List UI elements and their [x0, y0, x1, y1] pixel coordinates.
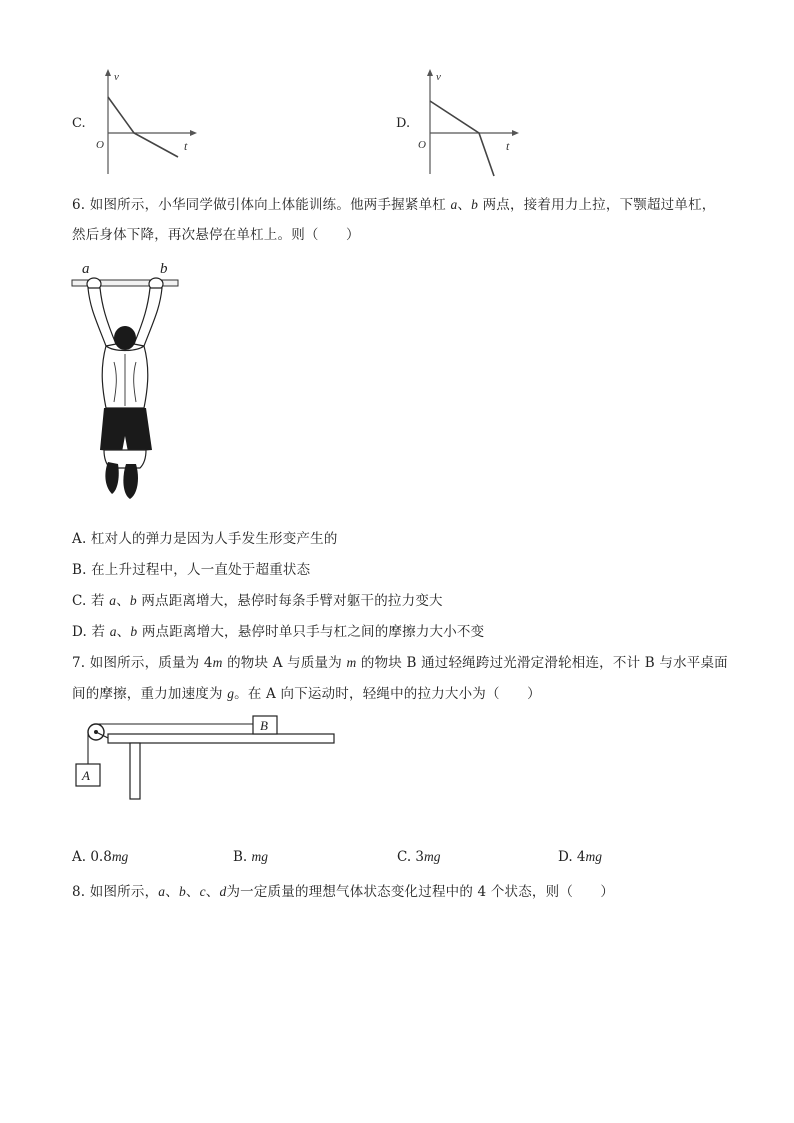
graph-c: [90, 66, 200, 178]
q7-stem-line1: 7. 如图所示，质量为 4m 的物块 A 与质量为 m 的物块 B 通过轻绳跨过光滑定滑轮相连，不计 B 与水平桌面: [72, 655, 728, 671]
left-arm: [88, 288, 116, 346]
q7-stem-line2: 间的摩擦，重力加速度为 g。在 A 向下运动时，轻绳中的拉力大小为（ ）: [72, 686, 541, 702]
pull-up-figure: [70, 258, 185, 503]
q6-stem-line1: 6. 如图所示，小华同学做引体向上体能训练。他两手握紧单杠 a、b 两点，接着用力上拉，下颚超过单杠，: [72, 197, 716, 213]
block-a-label: A: [82, 768, 90, 783]
head: [114, 326, 136, 350]
graph-c-curve: [108, 97, 178, 157]
q6-stem-line2: 然后身体下降，再次悬停在单杠上。则（ ）: [72, 227, 360, 243]
graph-d-x-arrow: [512, 130, 519, 136]
q6-option-a: A. 杠对人的弹力是因为人手发生形变产生的: [72, 531, 338, 547]
graph-d-origin-label: O: [418, 139, 426, 151]
q7-option-a: A. 0.8mg: [72, 849, 129, 865]
q7-option-b: B. mg: [233, 849, 269, 865]
bar-label-a: a: [82, 261, 90, 277]
bar-label-b: b: [160, 261, 168, 277]
q7-option-d: D. 4mg: [558, 849, 603, 865]
graph-d-t-label: t: [506, 139, 510, 153]
table-top: [108, 734, 334, 743]
block-b-label: B: [260, 718, 268, 733]
graph-c-origin-label: O: [96, 139, 104, 151]
graph-d-y-arrow: [427, 69, 433, 76]
graph-c-v-label: v: [114, 71, 119, 83]
option-d-label: D.: [396, 116, 411, 131]
right-shoe: [123, 464, 138, 499]
graph-d: [412, 66, 522, 178]
shorts: [100, 408, 152, 452]
left-shoe: [105, 462, 118, 494]
graph-c-y-arrow: [105, 69, 111, 76]
q8-stem: 8. 如图所示，a、b、c、d为一定质量的理想气体状态变化过程中的 4 个状态，则（ ）: [72, 884, 615, 900]
pulley-figure: [72, 712, 342, 807]
graph-c-x-arrow: [190, 130, 197, 136]
option-c-label: C.: [72, 116, 86, 131]
graph-d-v-label: v: [436, 71, 441, 83]
q6-option-d: D. 若 a、b 两点距离增大，悬停时单只手与杠之间的摩擦力大小不变: [72, 624, 485, 640]
q7-option-c: C. 3mg: [397, 849, 441, 865]
graph-c-t-label: t: [184, 139, 188, 153]
q6-option-b: B. 在上升过程中，人一直处于超重状态: [72, 562, 311, 578]
graph-d-curve: [430, 101, 494, 176]
q6-option-c: C. 若 a、b 两点距离增大，悬停时每条手臂对躯干的拉力变大: [72, 593, 443, 609]
right-arm: [134, 288, 162, 346]
table-leg: [130, 743, 140, 799]
